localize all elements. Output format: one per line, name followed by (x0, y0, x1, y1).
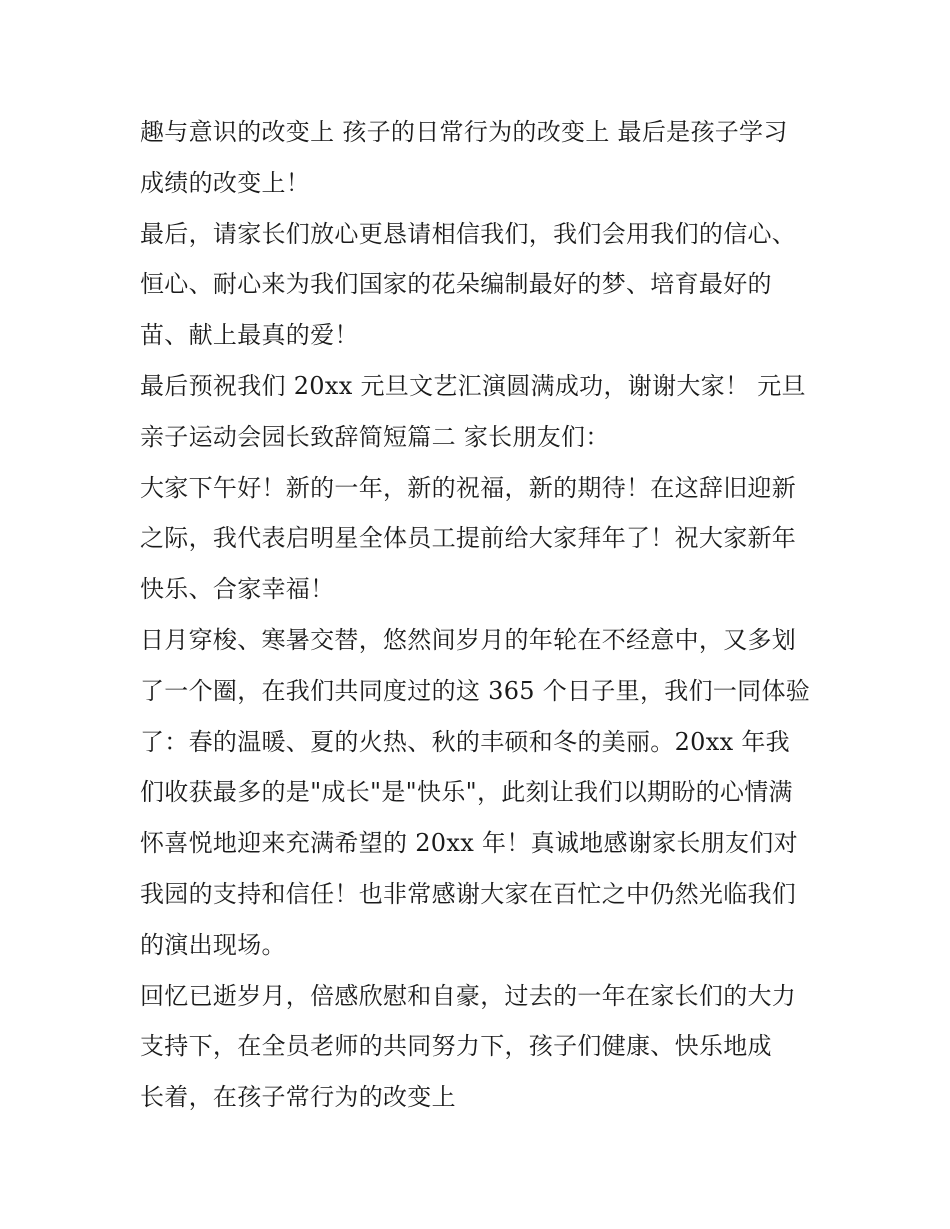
text-line: 最后预祝我们 20xx 元旦文艺汇演圆满成功，谢谢大家！ 元旦 (140, 371, 806, 400)
text-line: 成绩的改变上！ (140, 168, 311, 197)
text-line: 们收获最多的是"成长"是"快乐"，此刻让我们以期盼的心情满 (140, 778, 793, 807)
text-line: 了：春的温暖、夏的火热、秋的丰硕和冬的美丽。20xx 年我 (140, 727, 790, 756)
text-line: 长着，在孩子常行为的改变上 (140, 1083, 456, 1112)
text-line: 亲子运动会园长致辞简短篇二 家长朋友们： (140, 422, 610, 451)
text-line: 日月穿梭、寒暑交替，悠然间岁月的年轮在不经意中，又多划 (140, 625, 797, 654)
text-line: 我园的支持和信任！也非常感谢大家在百忙之中仍然光临我们 (140, 879, 797, 908)
body-text (140, 107, 820, 1123)
text-line: 最后，请家长们放心更恳请相信我们，我们会用我们的信心、 (140, 219, 797, 248)
text-line: 之际，我代表启明星全体员工提前给大家拜年了！祝大家新年 (140, 524, 797, 553)
text-line: 苗、献上最真的爱！ (140, 321, 359, 350)
text-line: 的演出现场。 (140, 930, 286, 959)
text-line: 怀喜悦地迎来充满希望的 20xx 年！真诚地感谢家长朋友们对 (140, 829, 798, 858)
text-line: 恒心、耐心来为我们国家的花朵编制最好的梦、培育最好的 (140, 270, 772, 299)
text-line: 趣与意识的改变上 孩子的日常行为的改变上 最后是孩子学习 (140, 118, 788, 146)
text-line: 了一个圈，在我们共同度过的这 365 个日子里，我们一同体验 (140, 676, 811, 705)
text-line: 快乐、合家幸福！ (140, 575, 335, 604)
text-line: 大家下午好！新的一年，新的祝福，新的期待！在这辞旧迎新 (140, 473, 797, 502)
text-line: 支持下，在全员老师的共同努力下，孩子们健康、快乐地成 (140, 1032, 772, 1061)
text-line: 回忆已逝岁月，倍感欣慰和自豪，过去的一年在家长们的大力 (140, 981, 797, 1010)
